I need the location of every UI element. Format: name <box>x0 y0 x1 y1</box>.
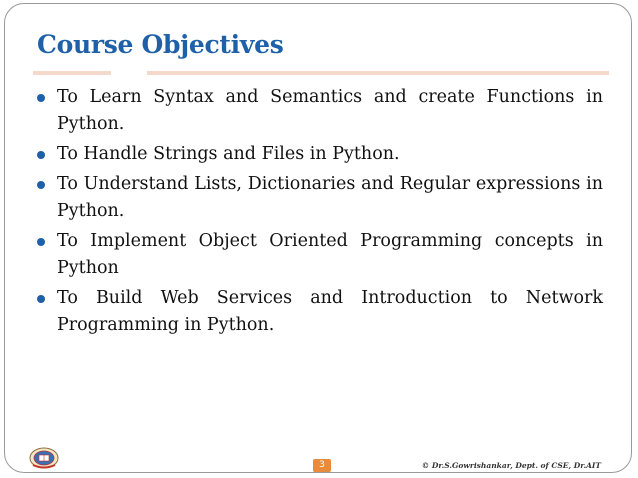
list-item <box>35 285 603 339</box>
list-item <box>35 171 603 225</box>
footer-credit: © Dr.S.Gowrishankar, Dept. of CSE, Dr.AIT <box>421 461 601 470</box>
page-number-badge: 3 <box>313 459 331 472</box>
bullet-icon <box>37 238 45 246</box>
bullet-icon <box>37 295 45 303</box>
bullet-icon <box>37 181 45 189</box>
institution-emblem-icon <box>29 447 59 469</box>
title-underline-left <box>33 71 111 75</box>
list-item <box>35 84 603 138</box>
list-item-text: To Handle Strings and Files in Python. <box>57 144 400 164</box>
slide <box>4 3 632 473</box>
list-item-text: To Learn Syntax and Semantics and create Functions in Python. <box>57 87 603 134</box>
bullet-icon <box>37 151 45 159</box>
list-item <box>35 228 603 282</box>
bullet-icon <box>37 94 45 102</box>
list-item-text: To Implement Object Oriented Programming concepts in Python <box>57 231 603 278</box>
footer-divider <box>27 472 619 473</box>
slide-title: Course Objectives <box>37 30 284 59</box>
list-item <box>35 141 603 168</box>
objectives-list <box>35 84 603 342</box>
list-item-text: To Build Web Services and Introduction to Network Programming in Python. <box>57 288 603 335</box>
list-item-text: To Understand Lists, Dictionaries and Regular expressions in Python. <box>57 174 603 221</box>
title-underline-right <box>147 71 609 75</box>
